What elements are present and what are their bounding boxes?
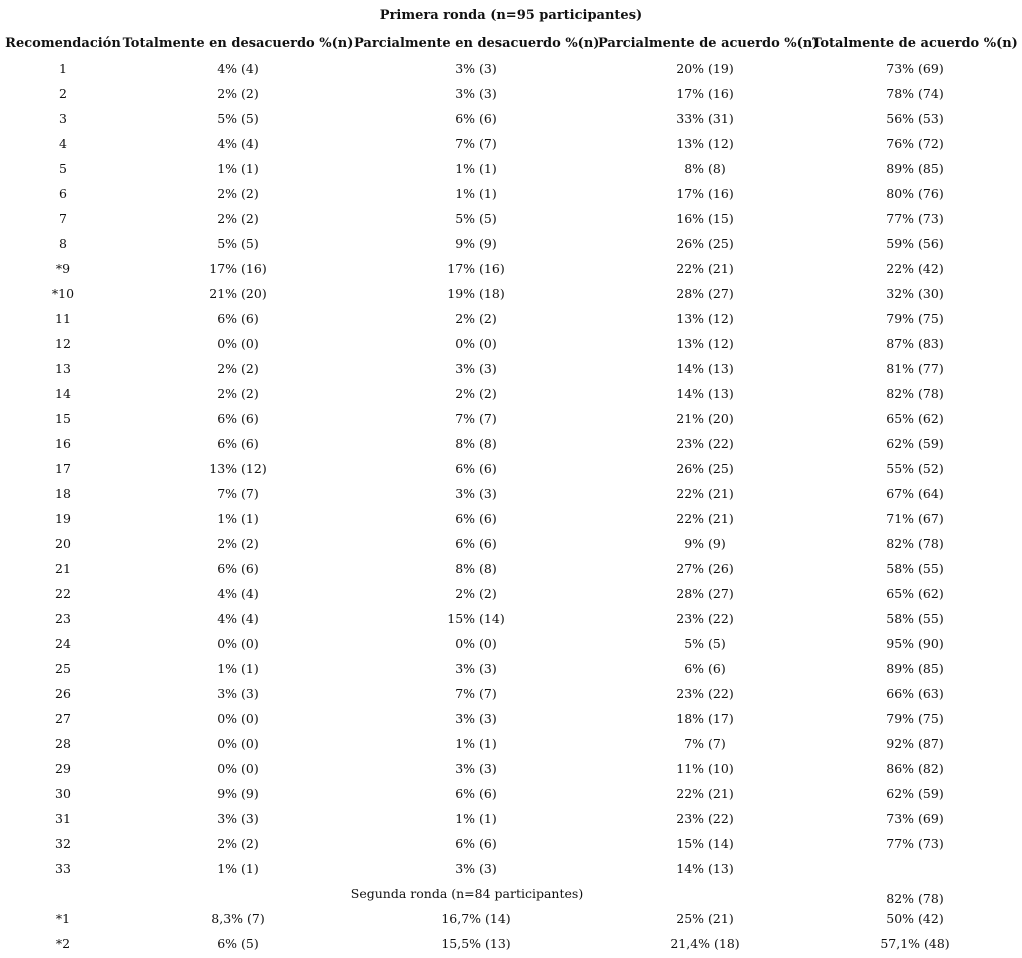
parcialmente-desacuerdo-cell: 6% (6) xyxy=(455,536,497,551)
table-row xyxy=(4,781,1018,806)
recomendacion-cell: 30 xyxy=(55,786,71,801)
table-row xyxy=(4,506,1018,531)
totalmente-acuerdo-cell: 32% (30) xyxy=(886,286,944,301)
table-row xyxy=(4,631,1018,656)
parcialmente-acuerdo-cell: 18% (17) xyxy=(676,711,734,726)
second-round-title: Segunda ronda (n=84 participantes) xyxy=(350,886,584,901)
parcialmente-acuerdo-cell: 23% (22) xyxy=(676,436,734,451)
parcialmente-desacuerdo-cell: 8% (8) xyxy=(455,436,497,451)
header-recomendacion: Recomendación xyxy=(5,35,121,51)
parcialmente-desacuerdo-cell: 1% (1) xyxy=(455,161,497,176)
parcialmente-desacuerdo-cell: 2% (2) xyxy=(455,311,497,326)
parcialmente-desacuerdo-cell: 5% (5) xyxy=(455,211,497,226)
parcialmente-desacuerdo-cell: 2% (2) xyxy=(455,586,497,601)
parcialmente-desacuerdo-cell: 19% (18) xyxy=(447,286,505,301)
table-row xyxy=(4,431,1018,456)
parcialmente-acuerdo-cell: 5% (5) xyxy=(684,636,726,651)
recomendacion-cell: 13 xyxy=(55,361,71,376)
table-row xyxy=(4,681,1018,706)
recomendacion-cell: 17 xyxy=(55,461,71,476)
recomendacion-cell: 19 xyxy=(55,511,71,526)
totalmente-desacuerdo-cell: 9% (9) xyxy=(217,786,259,801)
totalmente-desacuerdo-cell: 0% (0) xyxy=(217,336,259,351)
table-row xyxy=(4,906,1018,931)
parcialmente-desacuerdo-cell: 16,7% (14) xyxy=(441,911,511,926)
recomendacion-cell: 8 xyxy=(59,236,67,251)
recomendacion-cell: 1 xyxy=(59,61,67,76)
recomendacion-cell: 29 xyxy=(55,761,71,776)
recomendacion-cell: 18 xyxy=(55,486,71,501)
recomendacion-cell: 2 xyxy=(59,86,67,101)
table-row xyxy=(4,731,1018,756)
parcialmente-desacuerdo-cell: 3% (3) xyxy=(455,61,497,76)
totalmente-acuerdo-cell: 55% (52) xyxy=(886,461,944,476)
totalmente-acuerdo-cell: 82% (78) xyxy=(886,386,944,401)
table-row xyxy=(4,406,1018,431)
totalmente-desacuerdo-cell: 4% (4) xyxy=(217,61,259,76)
table-row xyxy=(4,106,1018,131)
parcialmente-desacuerdo-cell: 7% (7) xyxy=(455,686,497,701)
table-row xyxy=(4,556,1018,581)
parcialmente-acuerdo-cell: 23% (22) xyxy=(676,686,734,701)
recomendacion-cell: 7 xyxy=(59,211,67,226)
recomendacion-cell: 28 xyxy=(55,736,71,751)
parcialmente-desacuerdo-cell: 1% (1) xyxy=(455,186,497,201)
parcialmente-acuerdo-cell: 27% (26) xyxy=(676,561,734,576)
parcialmente-acuerdo-cell: 28% (27) xyxy=(676,286,734,301)
recomendacion-cell: 25 xyxy=(55,661,71,676)
parcialmente-desacuerdo-cell: 15% (14) xyxy=(447,611,505,626)
parcialmente-desacuerdo-cell: 3% (3) xyxy=(455,861,497,876)
table-row xyxy=(4,581,1018,606)
parcialmente-acuerdo-cell: 11% (10) xyxy=(676,761,734,776)
totalmente-acuerdo-cell: 66% (63) xyxy=(886,686,944,701)
totalmente-desacuerdo-cell: 2% (2) xyxy=(217,186,259,201)
parcialmente-acuerdo-cell: 23% (22) xyxy=(676,611,734,626)
totalmente-acuerdo-cell: 89% (85) xyxy=(886,661,944,676)
recomendacion-cell: 16 xyxy=(55,436,71,451)
recomendacion-cell: *2 xyxy=(55,936,71,951)
totalmente-acuerdo-cell: 82% (78) xyxy=(886,891,944,906)
totalmente-desacuerdo-cell: 2% (2) xyxy=(217,536,259,551)
table-row xyxy=(4,606,1018,631)
parcialmente-acuerdo-cell: 14% (13) xyxy=(676,386,734,401)
totalmente-acuerdo-cell: 22% (42) xyxy=(886,261,944,276)
totalmente-desacuerdo-cell: 1% (1) xyxy=(217,161,259,176)
table-row xyxy=(4,481,1018,506)
parcialmente-desacuerdo-cell: 7% (7) xyxy=(455,411,497,426)
totalmente-acuerdo-cell: 89% (85) xyxy=(886,161,944,176)
recomendacion-cell: 4 xyxy=(59,136,67,151)
parcialmente-acuerdo-cell: 6% (6) xyxy=(684,661,726,676)
parcialmente-acuerdo-cell: 7% (7) xyxy=(684,736,726,751)
totalmente-acuerdo-cell: 80% (76) xyxy=(886,186,944,201)
header-parcialmente-desacuerdo: Parcialmente en desacuerdo %(n) xyxy=(354,35,600,51)
totalmente-desacuerdo-cell: 0% (0) xyxy=(217,636,259,651)
parcialmente-desacuerdo-cell: 3% (3) xyxy=(455,86,497,101)
parcialmente-desacuerdo-cell: 0% (0) xyxy=(455,336,497,351)
table-row xyxy=(4,181,1018,206)
parcialmente-desacuerdo-cell: 8% (8) xyxy=(455,561,497,576)
parcialmente-acuerdo-cell: 26% (25) xyxy=(676,461,734,476)
table-row xyxy=(4,356,1018,381)
totalmente-acuerdo-cell: 59% (56) xyxy=(886,236,944,251)
totalmente-acuerdo-cell: 92% (87) xyxy=(886,736,944,751)
parcialmente-acuerdo-cell: 25% (21) xyxy=(676,911,734,926)
totalmente-acuerdo-cell: 73% (69) xyxy=(886,61,944,76)
totalmente-desacuerdo-cell: 21% (20) xyxy=(209,286,267,301)
parcialmente-acuerdo-cell: 22% (21) xyxy=(676,486,734,501)
parcialmente-desacuerdo-cell: 9% (9) xyxy=(455,236,497,251)
table-row xyxy=(4,281,1018,306)
totalmente-acuerdo-cell: 56% (53) xyxy=(886,111,944,126)
totalmente-desacuerdo-cell: 6% (6) xyxy=(217,436,259,451)
parcialmente-acuerdo-cell: 17% (16) xyxy=(676,86,734,101)
totalmente-acuerdo-cell: 82% (78) xyxy=(886,536,944,551)
parcialmente-acuerdo-cell: 22% (21) xyxy=(676,786,734,801)
parcialmente-acuerdo-cell: 17% (16) xyxy=(676,186,734,201)
parcialmente-desacuerdo-cell: 0% (0) xyxy=(455,636,497,651)
totalmente-acuerdo-cell: 86% (82) xyxy=(886,761,944,776)
totalmente-acuerdo-cell: 62% (59) xyxy=(886,436,944,451)
totalmente-desacuerdo-cell: 6% (6) xyxy=(217,311,259,326)
table-row xyxy=(4,331,1018,356)
table-row xyxy=(4,256,1018,281)
totalmente-acuerdo-cell: 87% (83) xyxy=(886,336,944,351)
recomendacion-cell: 5 xyxy=(59,161,67,176)
parcialmente-desacuerdo-cell: 3% (3) xyxy=(455,711,497,726)
table-row xyxy=(4,456,1018,481)
totalmente-acuerdo-cell: 77% (73) xyxy=(886,211,944,226)
totalmente-acuerdo-cell: 62% (59) xyxy=(886,786,944,801)
totalmente-acuerdo-cell: 71% (67) xyxy=(886,511,944,526)
table-row xyxy=(4,81,1018,106)
totalmente-acuerdo-cell: 77% (73) xyxy=(886,836,944,851)
table-row xyxy=(4,931,1018,956)
table-row xyxy=(4,656,1018,681)
totalmente-acuerdo-cell: 67% (64) xyxy=(886,486,944,501)
table-row xyxy=(4,856,1018,881)
parcialmente-desacuerdo-cell: 6% (6) xyxy=(455,111,497,126)
parcialmente-acuerdo-cell: 15% (14) xyxy=(676,836,734,851)
totalmente-desacuerdo-cell: 4% (4) xyxy=(217,611,259,626)
table-row xyxy=(4,381,1018,406)
header-totalmente-acuerdo: Totalmente de acuerdo %(n) xyxy=(812,35,1018,51)
totalmente-acuerdo-cell: 79% (75) xyxy=(886,311,944,326)
totalmente-acuerdo-cell: 78% (74) xyxy=(886,86,944,101)
table-title: Primera ronda (n=95 participantes) xyxy=(379,8,643,23)
recomendacion-cell: 23 xyxy=(55,611,71,626)
table-row xyxy=(4,756,1018,781)
recomendacion-cell: 26 xyxy=(55,686,71,701)
parcialmente-desacuerdo-cell: 1% (1) xyxy=(455,811,497,826)
parcialmente-acuerdo-cell: 8% (8) xyxy=(684,161,726,176)
recomendacion-cell: 12 xyxy=(55,336,71,351)
parcialmente-desacuerdo-cell: 2% (2) xyxy=(455,386,497,401)
header-totalmente-desacuerdo: Totalmente en desacuerdo %(n) xyxy=(122,35,354,51)
recomendacion-cell: 20 xyxy=(55,536,71,551)
parcialmente-acuerdo-cell: 22% (21) xyxy=(676,261,734,276)
totalmente-desacuerdo-cell: 8,3% (7) xyxy=(211,911,265,926)
parcialmente-desacuerdo-cell: 6% (6) xyxy=(455,511,497,526)
totalmente-acuerdo-cell: 76% (72) xyxy=(886,136,944,151)
recomendacion-cell: 22 xyxy=(55,586,71,601)
parcialmente-desacuerdo-cell: 15,5% (13) xyxy=(441,936,511,951)
totalmente-desacuerdo-cell: 3% (3) xyxy=(217,686,259,701)
totalmente-desacuerdo-cell: 2% (2) xyxy=(217,86,259,101)
recomendacion-cell: 32 xyxy=(55,836,71,851)
parcialmente-desacuerdo-cell: 6% (6) xyxy=(455,836,497,851)
totalmente-desacuerdo-cell: 13% (12) xyxy=(209,461,267,476)
totalmente-desacuerdo-cell: 1% (1) xyxy=(217,861,259,876)
recomendacion-cell: 15 xyxy=(55,411,71,426)
parcialmente-acuerdo-cell: 13% (12) xyxy=(676,311,734,326)
parcialmente-acuerdo-cell: 14% (13) xyxy=(676,861,734,876)
table-row xyxy=(4,306,1018,331)
totalmente-desacuerdo-cell: 2% (2) xyxy=(217,361,259,376)
recomendacion-cell: *10 xyxy=(51,286,75,301)
totalmente-desacuerdo-cell: 2% (2) xyxy=(217,211,259,226)
totalmente-acuerdo-cell: 73% (69) xyxy=(886,811,944,826)
parcialmente-acuerdo-cell: 22% (21) xyxy=(676,511,734,526)
table-body xyxy=(4,56,1018,956)
table-row xyxy=(4,231,1018,256)
parcialmente-desacuerdo-cell: 3% (3) xyxy=(455,486,497,501)
totalmente-acuerdo-cell: 57,1% (48) xyxy=(880,936,950,951)
totalmente-desacuerdo-cell: 5% (5) xyxy=(217,236,259,251)
parcialmente-acuerdo-cell: 9% (9) xyxy=(684,536,726,551)
recomendacion-cell: 14 xyxy=(55,386,71,401)
totalmente-acuerdo-cell: 95% (90) xyxy=(886,636,944,651)
table-row xyxy=(4,56,1018,81)
recomendacion-cell: *9 xyxy=(55,261,71,276)
parcialmente-desacuerdo-cell: 3% (3) xyxy=(455,661,497,676)
recomendacion-cell: 21 xyxy=(55,561,71,576)
totalmente-desacuerdo-cell: 6% (6) xyxy=(217,561,259,576)
parcialmente-acuerdo-cell: 20% (19) xyxy=(676,61,734,76)
parcialmente-acuerdo-cell: 21% (20) xyxy=(676,411,734,426)
results-table xyxy=(4,30,1018,956)
parcialmente-desacuerdo-cell: 6% (6) xyxy=(455,461,497,476)
parcialmente-acuerdo-cell: 13% (12) xyxy=(676,336,734,351)
parcialmente-desacuerdo-cell: 7% (7) xyxy=(455,136,497,151)
totalmente-desacuerdo-cell: 0% (0) xyxy=(217,736,259,751)
totalmente-desacuerdo-cell: 0% (0) xyxy=(217,711,259,726)
header-parcialmente-acuerdo: Parcialmente de acuerdo %(n) xyxy=(598,35,819,51)
parcialmente-desacuerdo-cell: 6% (6) xyxy=(455,786,497,801)
table-row xyxy=(4,531,1018,556)
parcialmente-acuerdo-cell: 16% (15) xyxy=(676,211,734,226)
parcialmente-desacuerdo-cell: 1% (1) xyxy=(455,736,497,751)
parcialmente-acuerdo-cell: 14% (13) xyxy=(676,361,734,376)
parcialmente-acuerdo-cell: 13% (12) xyxy=(676,136,734,151)
totalmente-acuerdo-cell: 79% (75) xyxy=(886,711,944,726)
table-row xyxy=(4,131,1018,156)
totalmente-desacuerdo-cell: 3% (3) xyxy=(217,811,259,826)
table-row xyxy=(4,806,1018,831)
table-row xyxy=(4,206,1018,231)
totalmente-desacuerdo-cell: 0% (0) xyxy=(217,761,259,776)
totalmente-acuerdo-cell: 58% (55) xyxy=(886,561,944,576)
totalmente-desacuerdo-cell: 6% (6) xyxy=(217,411,259,426)
recomendacion-cell: 11 xyxy=(55,311,71,326)
totalmente-desacuerdo-cell: 7% (7) xyxy=(217,486,259,501)
recomendacion-cell: 33 xyxy=(55,861,71,876)
totalmente-desacuerdo-cell: 4% (4) xyxy=(217,586,259,601)
parcialmente-desacuerdo-cell: 17% (16) xyxy=(447,261,505,276)
totalmente-desacuerdo-cell: 17% (16) xyxy=(209,261,267,276)
totalmente-desacuerdo-cell: 5% (5) xyxy=(217,111,259,126)
totalmente-acuerdo-cell: 81% (77) xyxy=(886,361,944,376)
recomendacion-cell: 27 xyxy=(55,711,71,726)
totalmente-acuerdo-cell: 58% (55) xyxy=(886,611,944,626)
table-row xyxy=(4,831,1018,856)
totalmente-desacuerdo-cell: 6% (5) xyxy=(217,936,259,951)
parcialmente-acuerdo-cell: 28% (27) xyxy=(676,586,734,601)
parcialmente-desacuerdo-cell: 3% (3) xyxy=(455,361,497,376)
header-row xyxy=(4,30,1018,56)
totalmente-acuerdo-cell: 65% (62) xyxy=(886,586,944,601)
totalmente-desacuerdo-cell: 4% (4) xyxy=(217,136,259,151)
totalmente-acuerdo-cell: 50% (42) xyxy=(886,911,944,926)
parcialmente-acuerdo-cell: 33% (31) xyxy=(676,111,734,126)
totalmente-acuerdo-cell: 65% (62) xyxy=(886,411,944,426)
totalmente-desacuerdo-cell: 2% (2) xyxy=(217,836,259,851)
parcialmente-acuerdo-cell: 23% (22) xyxy=(676,811,734,826)
totalmente-desacuerdo-cell: 1% (1) xyxy=(217,511,259,526)
recomendacion-cell: 6 xyxy=(59,186,67,201)
recomendacion-cell: *1 xyxy=(55,911,71,926)
parcialmente-acuerdo-cell: 26% (25) xyxy=(676,236,734,251)
table-row xyxy=(4,156,1018,181)
table-row xyxy=(4,706,1018,731)
parcialmente-desacuerdo-cell: 3% (3) xyxy=(455,761,497,776)
totalmente-desacuerdo-cell: 2% (2) xyxy=(217,386,259,401)
recomendacion-cell: 31 xyxy=(55,811,71,826)
totalmente-desacuerdo-cell: 1% (1) xyxy=(217,661,259,676)
recomendacion-cell: 3 xyxy=(59,111,67,126)
parcialmente-acuerdo-cell: 21,4% (18) xyxy=(670,936,740,951)
recomendacion-cell: 24 xyxy=(55,636,71,651)
